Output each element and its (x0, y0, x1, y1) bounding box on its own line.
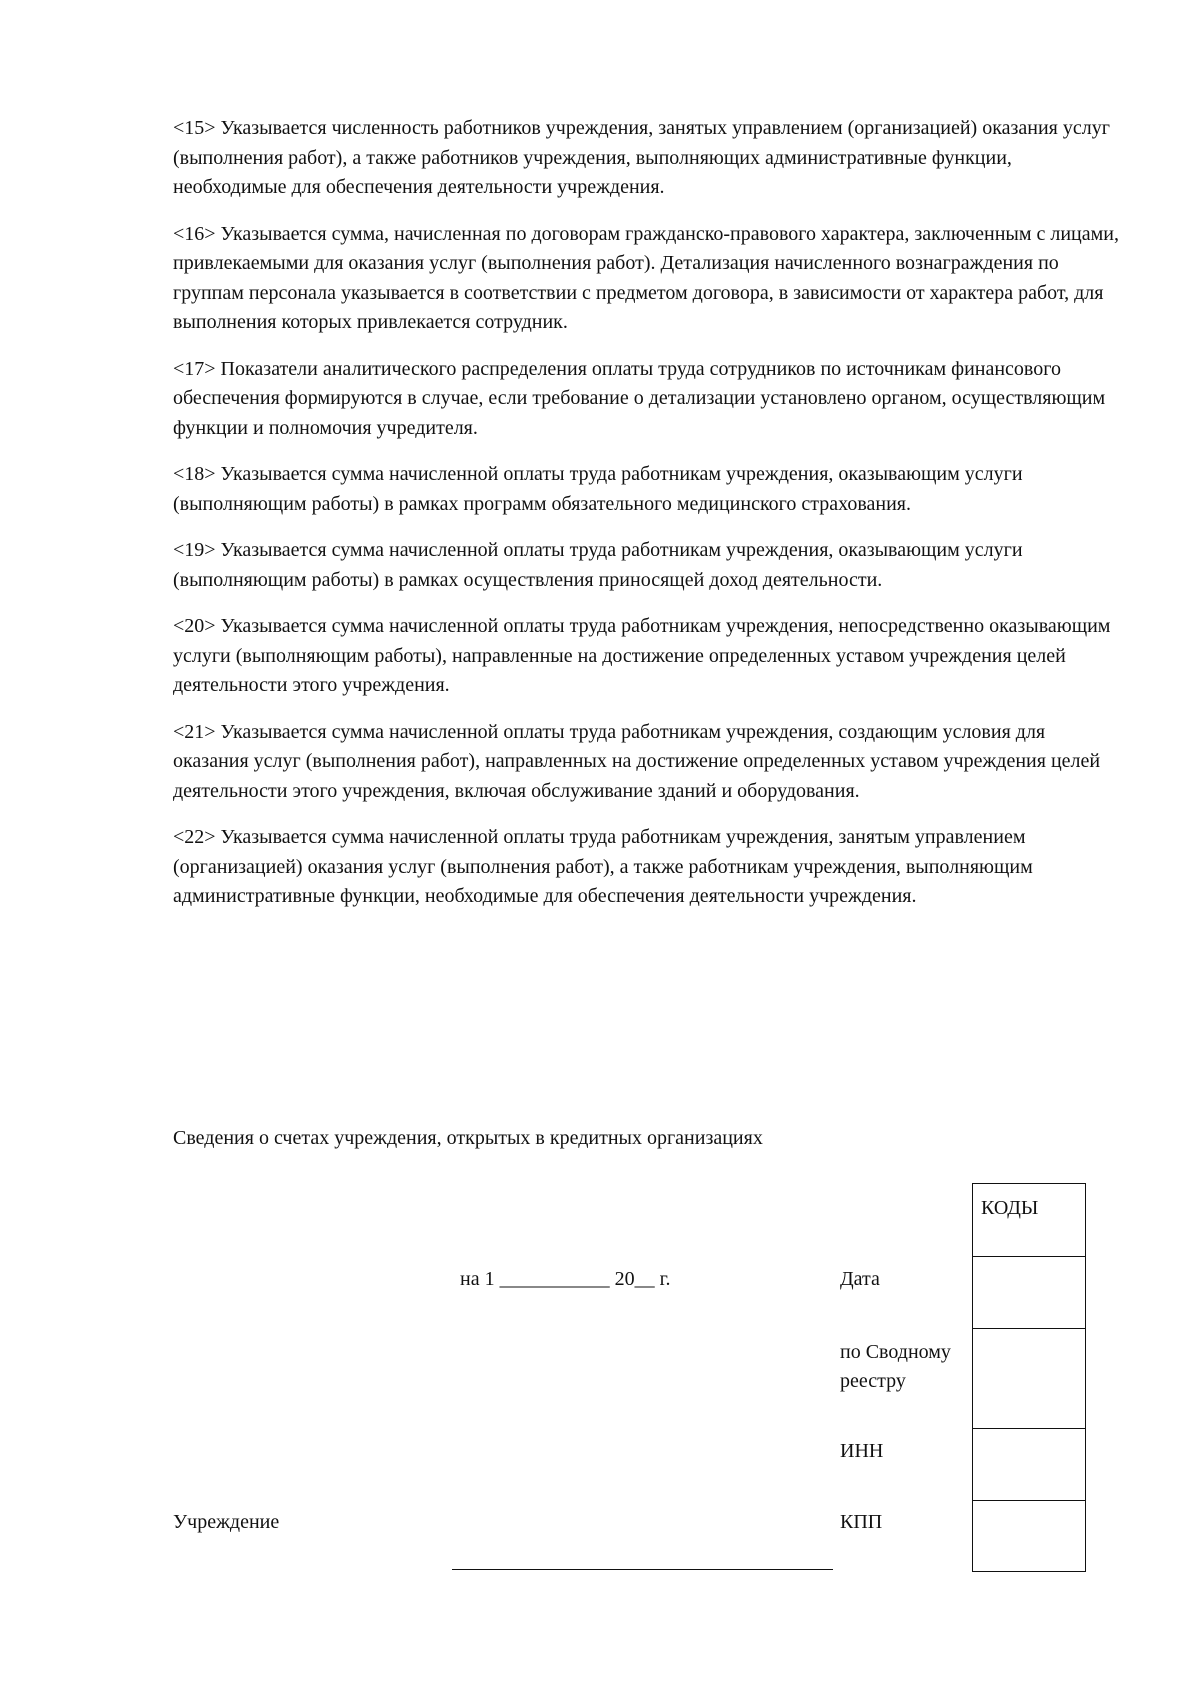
footnote-17: <17> Показатели аналитического распределения оплаты труда сотрудников по источникам финансового обеспечения формируются в случае, если требование о детализации установлено органом, осуществляющим функции и полномочия учредителя. (173, 357, 1106, 439)
codes-header: КОДЫ (981, 1197, 1039, 1219)
institution-label: Учреждение (173, 1511, 280, 1533)
footnote-21: <21> Указывается сумма начисленной оплаты труда работникам учреждения, создающим условия для оказания услуг (выполнения работ), направленных на достижение определенных уставом учреждения целей деятельности этого учреждения, включая обслуживание зданий и оборудования. (173, 720, 1101, 802)
registry-code-cell (973, 1328, 1085, 1428)
footnote-15: <15> Указывается численность работников учреждения, занятых управлением (организацией) оказания услуг (выполнения работ), а также работников учреждения, выполняющих административные функции, необходимые для обеспечения деятельности учреждения. (173, 117, 1110, 198)
report-date-line: на 1 ___________ 20__ г. (460, 1268, 671, 1290)
footnote-19: <19> Указывается сумма начисленной оплаты труда работникам учреждения, оказывающим услуги (выполняющим работы) в рамках осуществления приносящей доход деятельности. (173, 539, 1023, 591)
footnote-18: <18> Указывается сумма начисленной оплаты труда работникам учреждения, оказывающим услуги (выполняющим работы) в рамках программ обязательного медицинского страхования. (173, 463, 1023, 515)
kpp-code-cell (973, 1500, 1085, 1571)
institution-name-line (452, 1569, 833, 1570)
registry-label-line1: по Сводному (840, 1341, 951, 1363)
date-label: Дата (840, 1268, 880, 1290)
footnote-16: <16> Указывается сумма, начисленная по договорам гражданско-правового характера, заключенным с лицами, привлекаемыми для оказания услуг (выполнения работ). Детализация начисленного вознаграждения по группам персонала указывается в соответствии с предметом договора, в зависимости от характера работ, для выполнения которых привлекается сотрудник. (173, 222, 1119, 333)
footnote-22: <22> Указывается сумма начисленной оплаты труда работникам учреждения, занятым управлением (организацией) оказания услуг (выполнения работ), а также работникам учреждения, выполняющим административные функции, необходимые для обеспечения деятельности учреждения. (173, 826, 1033, 907)
footnotes-list (173, 114, 1123, 929)
date-code-cell (973, 1256, 1085, 1328)
kpp-label: КПП (840, 1511, 883, 1533)
codes-table (972, 1183, 1086, 1572)
inn-label: ИНН (840, 1440, 884, 1462)
footnote-20: <20> Указывается сумма начисленной оплаты труда работникам учреждения, непосредственно оказывающим услуги (выполняющим работы), направленные на достижение определенных уставом учреждения целей деятельности этого учреждения. (173, 615, 1111, 696)
registry-label-line2: реестру (840, 1370, 906, 1392)
inn-code-cell (973, 1428, 1085, 1500)
section-title: Сведения о счетах учреждения, открытых в кредитных организациях (173, 1127, 763, 1149)
